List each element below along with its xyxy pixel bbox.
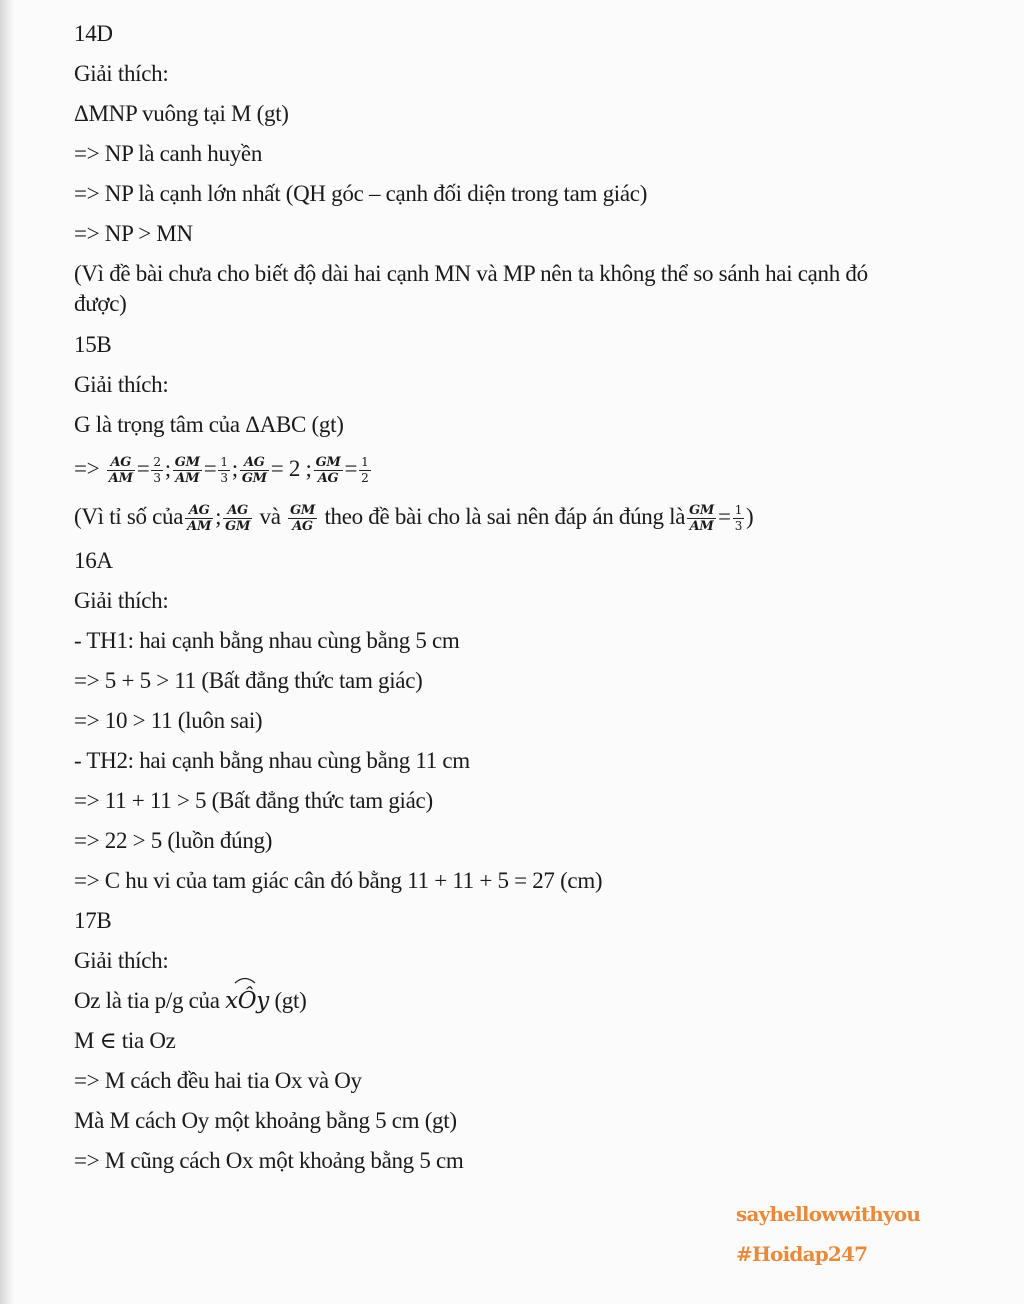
- angle-arc-icon: [225, 976, 265, 984]
- fraction-gm-am: $\frac{GM}{AM}$: [174, 455, 200, 487]
- author-name: sayhellowwithyou: [736, 1202, 921, 1226]
- q16-line-2: => 5 + 5 > 11 (Bất đẳng thức tam giác): [74, 668, 423, 693]
- q17-line-1: Oz là tia p/g của xÔy (gt): [74, 981, 954, 1021]
- q15-ratio-prefix: =>: [74, 456, 105, 481]
- fraction-1-2: $\frac{1}{2}$: [361, 455, 369, 486]
- q16-line-1: - TH1: hai cạnh bằng nhau cùng bằng 5 cm: [74, 628, 460, 653]
- fraction-gm-ag: $\frac{GM}{AG}$: [315, 455, 341, 487]
- fraction-ag-gm: $\frac{AG}{GM}$: [241, 455, 267, 487]
- q14-line-3: => NP là cạnh lớn nhất (QH góc – cạnh đối diện trong tam giác): [74, 181, 648, 206]
- q16-line-4: - TH2: hai cạnh bằng nhau cùng bằng 11 cm: [74, 748, 470, 773]
- fraction-1-3: $\frac{1}{3}$: [220, 455, 228, 486]
- fraction-2-3: $\frac{2}{3}$: [153, 455, 161, 486]
- q17-line-4: Mà M cách Oy một khoảng bằng 5 cm (gt): [74, 1108, 457, 1133]
- fraction-gm-ag: $\frac{GM}{AG}$: [290, 503, 315, 535]
- q14-line-5b: được): [74, 291, 127, 316]
- q16-title: 16A: [74, 548, 113, 573]
- site-hashtag: #Hoidap247: [736, 1242, 868, 1266]
- q14-line-4: => NP > MN: [74, 221, 193, 246]
- fraction-1-3: $\frac{1}{3}$: [734, 503, 743, 534]
- q16-line-3: => 10 > 11 (luôn sai): [74, 708, 263, 733]
- q15-line-1: G là trọng tâm của ΔABC (gt): [74, 412, 344, 437]
- q14-line-5a: (Vì đề bài chưa cho biết độ dài hai cạnh MN và MP nên ta không thể so sánh hai cạnh đó: [74, 261, 868, 286]
- q14-explain-label: Giải thích:: [74, 61, 169, 86]
- answer-content: [74, 14, 954, 1181]
- q14-line-2: => NP là canh huyền: [74, 141, 263, 166]
- fraction-ag-am: $\frac{AG}{AM}$: [187, 503, 212, 535]
- q16-line-6: => 22 > 5 (luồn đúng): [74, 828, 273, 853]
- q16-line-5: => 11 + 11 > 5 (Bất đẳng thức tam giác): [74, 788, 433, 813]
- angle-xoy: xÔy: [225, 981, 269, 1021]
- q17-title: 17B: [74, 908, 112, 933]
- page-edge-shadow: [0, 0, 14, 1304]
- q14-title: 14D: [74, 21, 113, 46]
- q16-line-7: => C hu vi của tam giác cân đó bằng 11 + 11 + 5 = 27 (cm): [74, 868, 603, 893]
- q15-note-line: (Vì tỉ số của $\frac{AG}{AM}$ ; $\frac{AG}{GM}$ và $\frac{GM}{AG}$ theo đề bài cho là sai nên đáp án đúng là $\frac{GM}{AM}$ = $\frac{1}{3}$ ): [74, 503, 754, 535]
- watermark-signature: [736, 1194, 920, 1274]
- q15-explain-label: Giải thích:: [74, 372, 169, 397]
- q17-explain-label: Giải thích:: [74, 948, 169, 973]
- fraction-gm-am: $\frac{GM}{AM}$: [689, 503, 715, 535]
- fraction-ag-gm: $\frac{AG}{GM}$: [225, 503, 251, 535]
- fraction-ag-am: $\frac{AG}{AM}$: [108, 455, 133, 487]
- q16-explain-label: Giải thích:: [74, 588, 169, 613]
- q17-line-5: => M cũng cách Ox một khoảng bằng 5 cm: [74, 1148, 464, 1173]
- q15-ratio-line: => $\frac{AG}{AM}$ = $\frac{2}{3}$ ; $\frac{GM}{AM}$ = $\frac{1}{3}$ ; $\frac{AG}{GM}$ = 2 ; $\frac{GM}{AG}$ = $\frac{1}{2}$: [74, 455, 369, 487]
- q15-title: 15B: [74, 332, 112, 357]
- q17-line-2: M ∈ tia Oz: [74, 1028, 176, 1053]
- q14-line-1: ΔMNP vuông tại M (gt): [74, 101, 289, 126]
- q17-line-3: => M cách đều hai tia Ox và Oy: [74, 1068, 362, 1093]
